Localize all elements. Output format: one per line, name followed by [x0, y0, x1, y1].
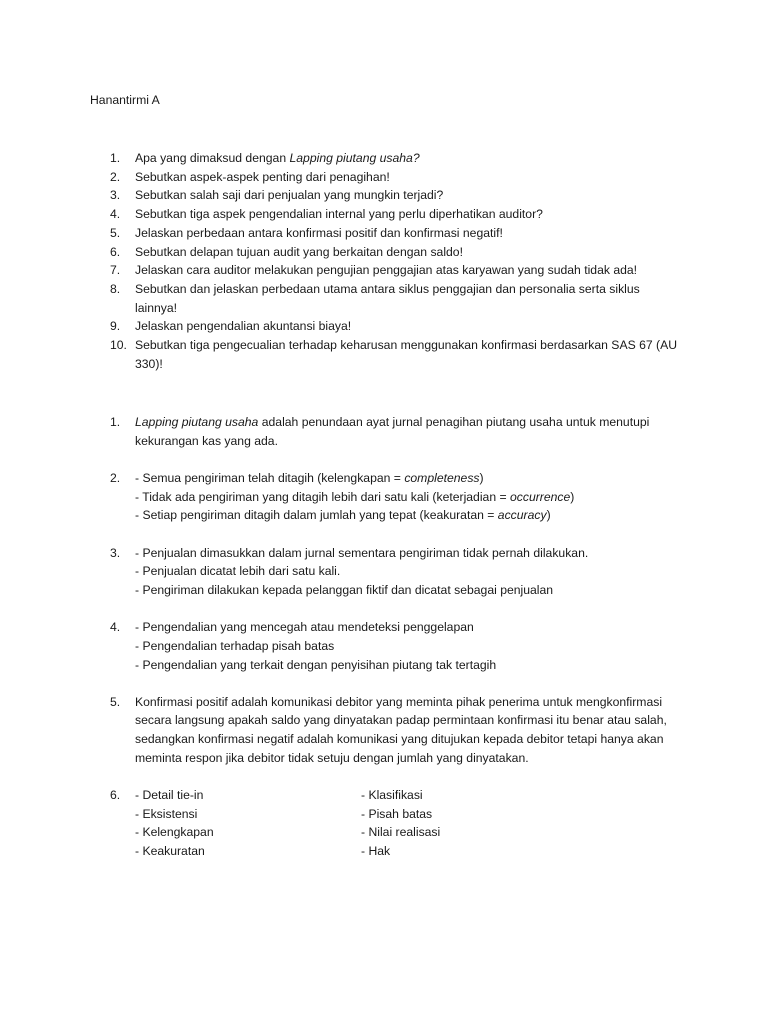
question-number: 10.: [110, 338, 127, 353]
question-text: Sebutkan salah saji dari penjualan yang mungkin terjadi?: [135, 188, 444, 203]
question-text: Sebutkan tiga pengecualian terhadap keharusan menggunakan konfirmasi berdasarkan SAS 67 (AU 330)!: [135, 338, 678, 371]
answer-item: [90, 693, 690, 768]
answer-line: - Pengiriman dilakukan kepada pelanggan fiktif dan dicatat sebagai penjualan: [135, 582, 554, 597]
question-text: Sebutkan dan jelaskan perbedaan utama antara siklus penggajian dan personalia serta siklus lainnya!: [135, 281, 640, 315]
answer-number: 2.: [110, 470, 121, 485]
answer-number: 1.: [110, 415, 121, 429]
answer-item: [90, 413, 690, 450]
answer-line: - Nilai realisasi: [361, 825, 441, 840]
question-number: 4.: [110, 207, 121, 222]
question-text: Sebutkan delapan tujuan audit yang berkaitan dengan saldo!: [135, 244, 463, 259]
answer-item: [90, 469, 690, 525]
question-item: [90, 317, 690, 336]
question-number: 2.: [110, 169, 121, 184]
question-text: Sebutkan aspek-aspek penting dari penagihan!: [135, 169, 390, 184]
question-item: [90, 186, 690, 205]
question-item: [90, 336, 690, 373]
question-item: [90, 149, 690, 168]
question-item: [90, 205, 690, 224]
answer-italic-term: Lapping piutang usaha: [135, 415, 259, 429]
answer-line: - Keakuratan: [135, 844, 205, 859]
question-text: Jelaskan pengendalian akuntansi biaya!: [135, 319, 352, 334]
question-text: Apa yang dimaksud dengan: [135, 151, 290, 165]
answer-line: - Penjualan dimasukkan dalam jurnal sementara pengiriman tidak pernah dilakukan.: [135, 545, 589, 560]
answer-column-right: [361, 786, 680, 861]
answer-line: - Kelengkapan: [135, 825, 214, 840]
answer-line: - Pengendalian yang terkait dengan penyisihan piutang tak tertagih: [135, 657, 497, 672]
answer-item: [90, 618, 690, 674]
answer-item: [90, 786, 690, 861]
answer-line: - Hak: [361, 844, 391, 859]
answer-text: Konfirmasi positif adalah komunikasi debitor yang meminta pihak penerima untuk mengkonfirmasi secara langsung apakah saldo yang dinyatakan padap permintaan konfirmasi itu benar atau salah, sedangkan konfirmasi negatif adalah komunikasi yang ditujukan kepada debitor tetapi hanya akan meminta respon jika debitor tidak setuju dengan jumlah yang dinyatakan.: [135, 694, 667, 765]
answer-line: - Semua pengiriman telah ditagih (kelengkapan = completeness): [135, 470, 484, 485]
answer-line: - Setiap pengiriman ditagih dalam jumlah yang tepat (keakuratan = accuracy): [135, 508, 551, 523]
answer-number: 4.: [110, 620, 121, 635]
answer-item: [90, 544, 690, 600]
author-name: Hanantirmi A: [90, 93, 160, 107]
answer-column-left: [135, 786, 361, 861]
question-number: 9.: [110, 319, 121, 334]
answer-line: - Penjualan dicatat lebih dari satu kali.: [135, 564, 341, 579]
answer-number: 3.: [110, 545, 121, 560]
question-item: [90, 280, 690, 317]
question-number: 3.: [110, 188, 121, 203]
question-item: [90, 168, 690, 187]
question-number: 6.: [110, 244, 121, 259]
answer-list: [90, 413, 690, 879]
question-number: 1.: [110, 151, 121, 165]
question-item: [90, 224, 690, 243]
question-item: [90, 243, 690, 262]
question-number: 5.: [110, 225, 121, 240]
question-list: [90, 149, 690, 373]
answer-number: 5.: [110, 694, 121, 709]
answer-text: adalah penundaan ayat jurnal penagihan piutang usaha untuk menutupi kekurangan kas yang ada.: [135, 415, 650, 448]
question-text: Jelaskan cara auditor melakukan pengujian penggajian atas karyawan yang sudah tidak ada!: [135, 263, 638, 278]
answer-line: - Pisah batas: [361, 806, 433, 821]
answer-line: - Detail tie-in: [135, 788, 204, 803]
answer-line: - Pengendalian terhadap pisah batas: [135, 638, 335, 653]
question-italic-term: Lapping piutang usaha?: [289, 151, 420, 165]
question-text: Sebutkan tiga aspek pengendalian internal yang perlu diperhatikan auditor?: [135, 207, 543, 222]
answer-line: - Klasifikasi: [361, 788, 423, 803]
answer-line: - Pengendalian yang mencegah atau mendeteksi penggelapan: [135, 620, 474, 635]
question-item: [90, 261, 690, 280]
answer-line: - Tidak ada pengiriman yang ditagih lebih dari satu kali (keterjadian = occurrence): [135, 489, 575, 504]
question-text: Jelaskan perbedaan antara konfirmasi positif dan konfirmasi negatif!: [135, 225, 503, 240]
answer-line: - Eksistensi: [135, 806, 198, 821]
question-number: 8.: [110, 281, 121, 296]
answer-number: 6.: [110, 788, 121, 803]
question-number: 7.: [110, 263, 121, 278]
